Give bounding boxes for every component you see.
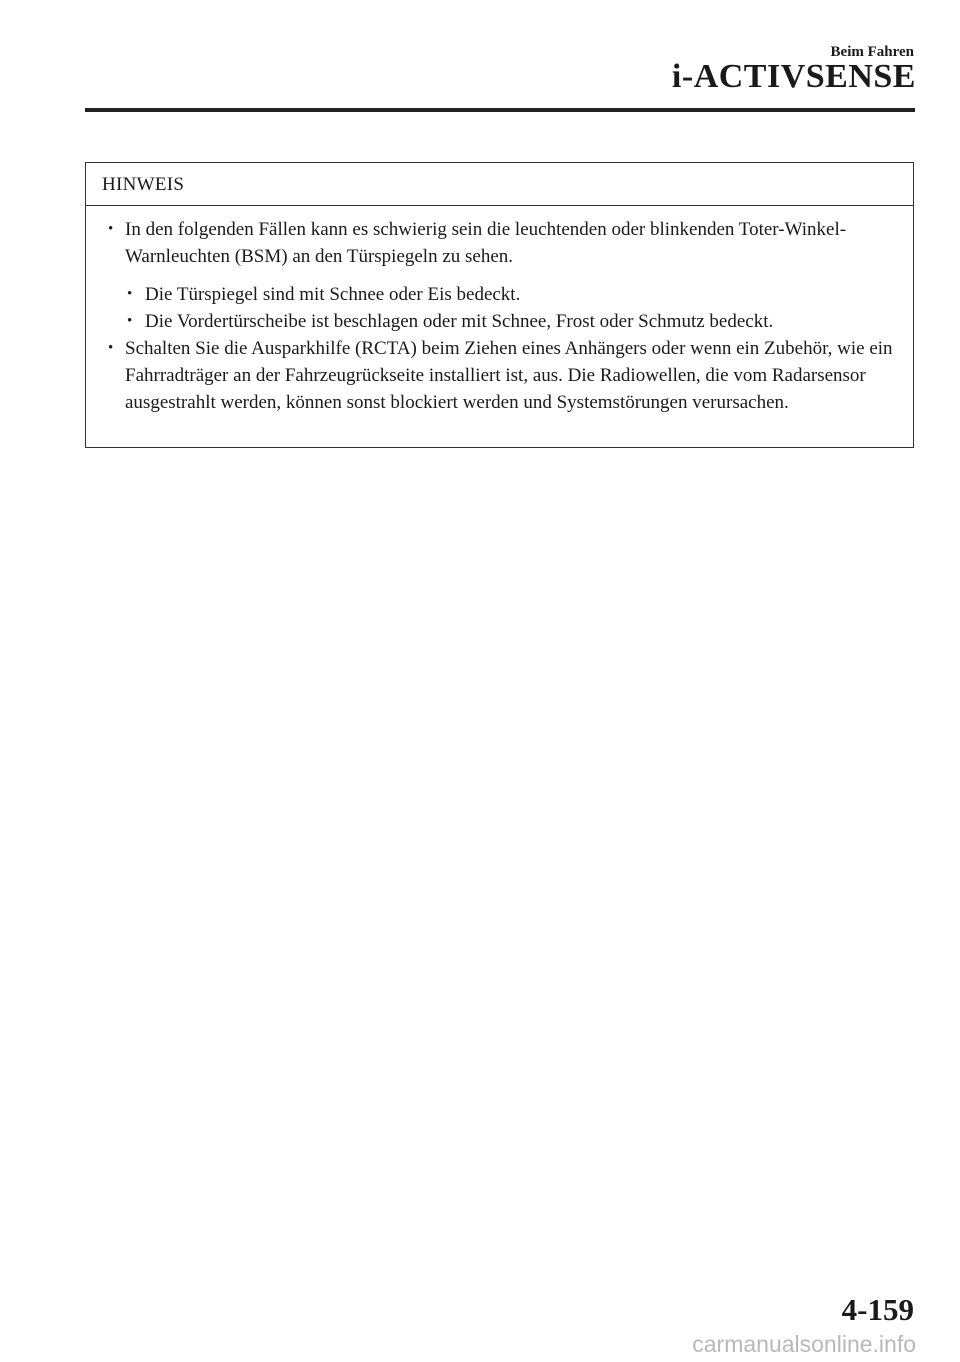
list-item-text: Schalten Sie die Ausparkhilfe (RCTA) beim Ziehen eines Anhängers oder wenn ein Zubehör, wie ein Fahrradträger an der Fahrzeugrückseite installiert ist, aus. Die Radiowellen, die vom Radarsensor ausgestrahlt werden, können sonst blockiert werden und Systemstörungen verursachen. [125, 338, 893, 413]
bullet-icon: • [108, 340, 114, 356]
list-item [108, 216, 901, 270]
note-title: HINWEIS [86, 163, 913, 206]
list-item [108, 335, 901, 416]
section-label: Beim Fahren [830, 44, 914, 60]
page-number: 4-159 [841, 1292, 914, 1327]
watermark: carmanualsonline.info [692, 1331, 916, 1357]
sub-list-item [108, 281, 901, 308]
sub-list-item-text: Die Türspiegel sind mit Schnee oder Eis bedeckt. [145, 284, 521, 305]
bullet-icon: • [127, 313, 133, 329]
sub-list-item-text: Die Vordertürscheibe ist beschlagen oder mit Schnee, Frost oder Schmutz bedeckt. [145, 311, 774, 332]
header-rule [85, 108, 915, 112]
bullet-icon: • [127, 286, 133, 302]
chapter-title: i-ACTIVSENSE [671, 58, 916, 95]
bullet-icon: • [108, 221, 114, 237]
note-body [86, 206, 913, 416]
note-box [85, 162, 914, 448]
list-item-text: In den folgenden Fällen kann es schwierig sein die leuchtenden oder blinkenden Toter-Winkel-Warnleuchten (BSM) an den Türspiegeln zu sehen. [125, 219, 847, 267]
sub-list-item [108, 308, 901, 335]
